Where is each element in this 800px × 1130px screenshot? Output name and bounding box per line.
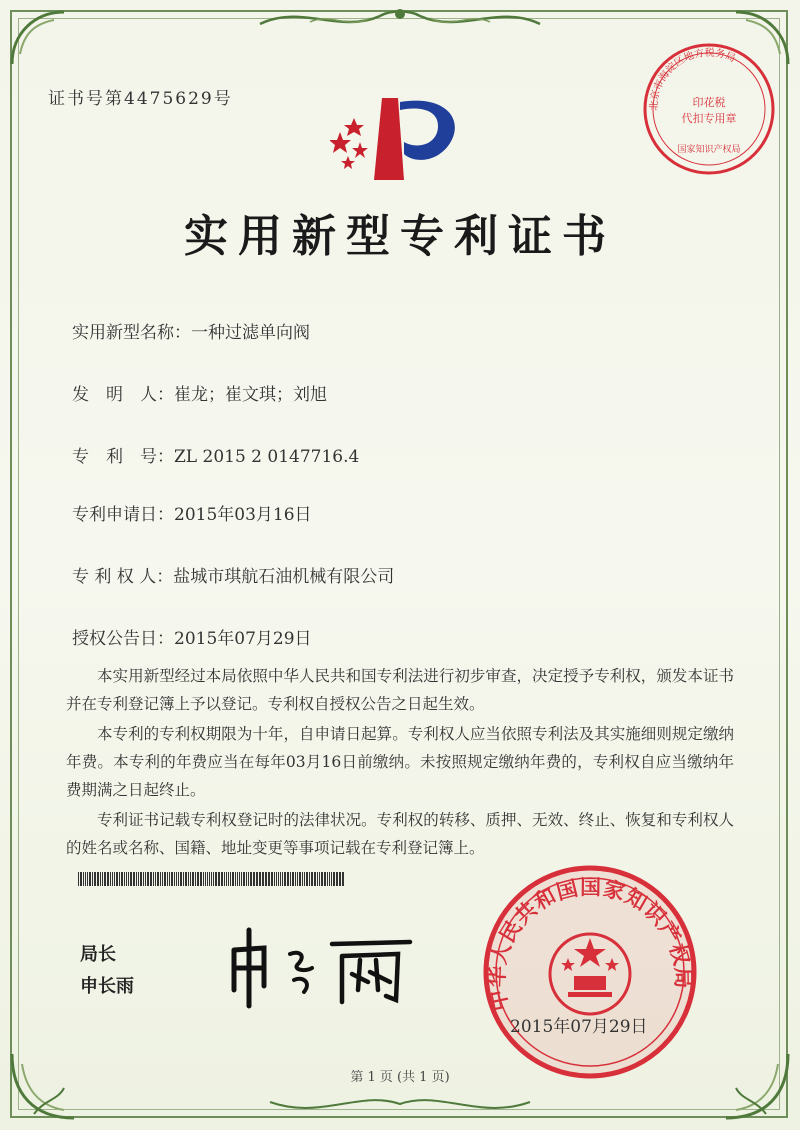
barcode-bar: [253, 872, 255, 886]
barcode-bar: [160, 872, 161, 886]
body-paragraph: 专利证书记载专利权登记时的法律状况。专利权的转移、质押、无效、终止、恢复和专利权人的姓名或名称、国籍、地址变更等事项记载在专利登记簿上。: [66, 811, 734, 857]
barcode-bar: [195, 872, 196, 886]
page-title: 实用新型专利证书: [184, 211, 616, 262]
barcode-bar: [130, 872, 132, 886]
seal-text: 中华人民共和国国家知识产权局: [484, 875, 696, 1014]
barcode-bar: [250, 872, 252, 886]
barcode-bar: [336, 872, 338, 886]
svg-text:印花税: 印花税: [692, 96, 726, 109]
svg-text:北京市海淀区地方税务局: 北京市海淀区地方税务局: [648, 47, 737, 111]
bottom-ornament: [260, 1090, 540, 1120]
barcode-bar: [287, 872, 289, 886]
barcode-bar: [256, 872, 258, 886]
barcode-bar: [226, 872, 227, 886]
barcode-bar: [178, 872, 179, 886]
field-label: 专 利 号：: [72, 447, 174, 467]
sipo-logo-icon: [330, 80, 470, 190]
barcode-bar: [228, 872, 229, 886]
director-title: 局长: [80, 944, 116, 965]
sipo-official-seal: [480, 862, 700, 1082]
field-value: 崔龙；崔文琪；刘旭: [174, 385, 327, 405]
barcode-bar: [183, 872, 184, 886]
barcode-bar: [100, 872, 101, 886]
page-number: 第 1 页 (共 1 页): [350, 1070, 450, 1085]
barcode-bar: [147, 872, 149, 886]
barcode-bar: [211, 872, 212, 886]
barcode-bar: [317, 872, 318, 886]
barcode-bar: [309, 872, 310, 886]
barcode-bar: [104, 872, 106, 886]
barcode-bar: [302, 872, 303, 886]
barcode-bar: [169, 872, 170, 886]
barcode-bar: [157, 872, 159, 886]
barcode-bar: [133, 872, 135, 886]
barcode-bar: [136, 872, 137, 886]
barcode-bar: [290, 872, 291, 886]
barcode-bar: [221, 872, 223, 886]
barcode-bar: [276, 872, 277, 886]
barcode-bar: [89, 872, 91, 886]
barcode-bar: [342, 872, 344, 886]
barcode-bar: [155, 872, 156, 886]
barcode-bar: [339, 872, 341, 886]
field-label: 专利申请日：: [72, 505, 174, 525]
barcode-bar: [329, 872, 330, 886]
top-ornament: [250, 4, 550, 38]
barcode-bar: [284, 872, 286, 886]
barcode-bar: [176, 872, 177, 886]
barcode-bar: [268, 872, 270, 886]
barcode-bar: [128, 872, 129, 886]
field-value: ZL 2015 2 0147716.4: [174, 447, 360, 467]
barcode-bar: [207, 872, 208, 886]
body-paragraph: 本专利的专利权期限为十年，自申请日起算。专利权人应当依照专利法及其实施细则规定缴纳年费。本专利的年费应当在每年03月16日前缴纳。未按照规定缴纳年费的，专利权自应当缴纳年费期满之日起终止。: [66, 725, 734, 799]
barcode-bar: [171, 872, 173, 886]
svg-text:代扣专用章: 代扣专用章: [681, 112, 737, 125]
barcode-bar: [295, 872, 296, 886]
barcode-bar: [331, 872, 332, 886]
barcode-bar: [150, 872, 152, 886]
barcode-bar: [143, 872, 144, 886]
barcode-bar: [299, 872, 301, 886]
barcode-bar: [174, 872, 175, 886]
barcode-bar: [87, 872, 88, 886]
barcode-bar: [297, 872, 298, 886]
barcode-bar: [319, 872, 320, 886]
barcode-bar: [314, 872, 316, 886]
stamp-duty-seal: [640, 40, 778, 178]
barcode-bar: [213, 872, 214, 886]
issue-date: 2015年07月29日: [510, 1017, 648, 1037]
director-name: 申长雨: [80, 976, 134, 997]
field-inventor: [72, 380, 327, 405]
barcode-bar: [197, 872, 199, 886]
barcode-bar: [237, 872, 238, 886]
barcode-bar: [167, 872, 168, 886]
barcode-bar: [188, 872, 189, 886]
barcode-bar: [274, 872, 275, 886]
barcode-bar: [324, 872, 326, 886]
barcode-bar: [232, 872, 234, 886]
barcode-bar: [190, 872, 191, 886]
barcode: [78, 872, 420, 886]
barcode-bar: [224, 872, 225, 886]
barcode-bar: [292, 872, 294, 886]
field-label: 专 利 权 人：: [72, 567, 174, 587]
barcode-bar: [116, 872, 118, 886]
barcode-bar: [97, 872, 99, 886]
corner-ornament-bottom-right: [706, 1044, 796, 1126]
barcode-bar: [230, 872, 231, 886]
barcode-bar: [102, 872, 103, 886]
barcode-bar: [321, 872, 323, 886]
barcode-bar: [145, 872, 146, 886]
barcode-bar: [259, 872, 261, 886]
barcode-bar: [200, 872, 202, 886]
barcode-bar: [265, 872, 267, 886]
barcode-bar: [248, 872, 249, 886]
barcode-bar: [262, 872, 264, 886]
field-value: 一种过滤单向阀: [191, 323, 310, 343]
barcode-bar: [192, 872, 194, 886]
barcode-bar: [215, 872, 217, 886]
field-utility-model-name: [72, 318, 310, 343]
barcode-bar: [280, 872, 281, 886]
corner-ornament-top-left: [4, 4, 84, 84]
barcode-bar: [333, 872, 335, 886]
field-value: 盐城市琪航石油机械有限公司: [173, 567, 395, 587]
certificate-number: 证书号第4475629号: [48, 89, 233, 109]
barcode-bar: [119, 872, 120, 886]
field-grant-date: [72, 624, 312, 649]
barcode-bar: [311, 872, 313, 886]
barcode-bar: [85, 872, 86, 886]
field-label: 实用新型名称：: [72, 323, 191, 343]
field-value: 2015年07月29日: [174, 629, 312, 649]
field-value: 2015年03月16日: [174, 505, 312, 525]
barcode-bar: [246, 872, 247, 886]
barcode-bar: [241, 872, 242, 886]
barcode-bar: [153, 872, 154, 886]
barcode-bar: [243, 872, 245, 886]
field-label: 授权公告日：: [72, 629, 174, 649]
barcode-bar: [209, 872, 210, 886]
barcode-bar: [271, 872, 273, 886]
certificate-body: [66, 662, 734, 864]
barcode-bar: [80, 872, 82, 886]
barcode-bar: [124, 872, 125, 886]
field-patentee: [72, 562, 394, 587]
barcode-bar: [304, 872, 305, 886]
barcode-bar: [164, 872, 166, 886]
barcode-bar: [94, 872, 96, 886]
barcode-bar: [239, 872, 240, 886]
barcode-bar: [114, 872, 115, 886]
barcode-bar: [138, 872, 139, 886]
barcode-bar: [306, 872, 308, 886]
field-label: 发 明 人：: [72, 385, 174, 405]
director-signature: [220, 920, 420, 1010]
barcode-bar: [218, 872, 220, 886]
barcode-bar: [278, 872, 279, 886]
barcode-bar: [121, 872, 123, 886]
barcode-bar: [235, 872, 236, 886]
barcode-bar: [83, 872, 84, 886]
barcode-bar: [140, 872, 142, 886]
barcode-bar: [110, 872, 111, 886]
barcode-bar: [185, 872, 187, 886]
barcode-bar: [327, 872, 328, 886]
barcode-bar: [78, 872, 79, 886]
barcode-bar: [162, 872, 163, 886]
barcode-bar: [203, 872, 204, 886]
barcode-bar: [282, 872, 283, 886]
barcode-bar: [92, 872, 93, 886]
barcode-bar: [112, 872, 113, 886]
barcode-bar: [205, 872, 206, 886]
barcode-bar: [107, 872, 109, 886]
barcode-bar: [126, 872, 127, 886]
svg-text:国家知识产权局: 国家知识产权局: [677, 145, 741, 155]
barcode-bar: [180, 872, 182, 886]
body-paragraph: 本实用新型经过本局依照中华人民共和国专利法进行初步审查，决定授予专利权，颁发本证书并在专利登记簿上予以登记。专利权自授权公告之日起生效。: [66, 667, 734, 713]
field-patent-number: [72, 442, 359, 467]
corner-ornament-bottom-left: [4, 1044, 94, 1126]
field-filing-date: [72, 500, 312, 525]
